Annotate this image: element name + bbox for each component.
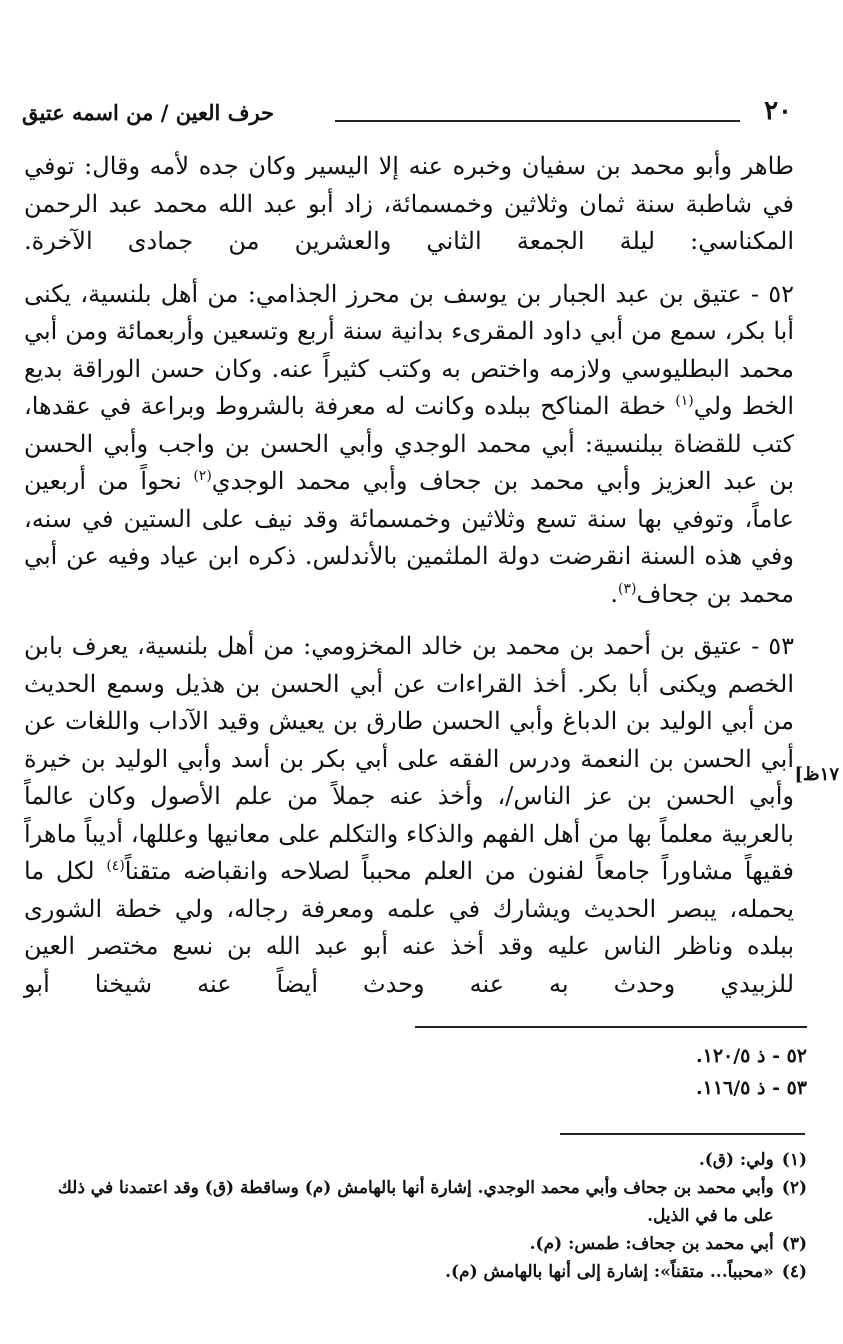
entry-52-text-a: ٥٢ - عتيق بن عبد الجبار بن يوسف بن محرز الجذامي: من أهل بلنسية، يكنى أبا بكر، سمع من أبي داود المقرىء بدانية سنة أربع وتسعين وأربعمائة ومن أبي محمد البطليوسي ولازمه واختص به وكتب كثيراً عنه. وكان حسن الوراقة بديع الخط ولي: [24, 279, 794, 420]
footnote-text: وأبي محمد بن جحاف وأبي محمد الوجدي. إشارة أنها بالهامش (م) وساقطة (ق) وقد اعتمدنا في ذلك على ما في الذيل.: [57, 1178, 774, 1226]
footnote-number: (٣): [781, 1234, 807, 1254]
footnote-2: [27, 1174, 807, 1230]
footnote-ref-4: (٤): [106, 858, 125, 874]
entry-52-text-d: .: [610, 579, 618, 608]
footnote-ref-1: (١): [675, 393, 694, 409]
paragraph-entry-52: [24, 276, 794, 614]
running-title: حرف العين / من اسمه عتيق: [22, 100, 275, 125]
entry-52-text-b: خطة المناكح ببلده وكانت له معرفة بالشروط وبراعة في عقدها، كتب للقضاة ببلنسية: أبي محمد الوجدي وأبي الحسن بن واجب وأبي الحسن بن عبد العزيز وأبي محمد بن جحاف وأبي محمد الوجدي: [24, 392, 794, 495]
entry-52-text-c: نحواً من أربعين عاماً، وتوفي بها سنة تسع وثلاثين وخمسمائة وقد نيف على الستين في سنه، وفي هذه السنة انقرضت دولة الملثمين بالأندلس. ذكره ابن عياد وفيه عن أبي محمد بن جحاف: [24, 467, 794, 608]
footnotes: [27, 1146, 807, 1286]
manuscript-folio-note: ١٧ظ]: [794, 764, 839, 785]
footnote-number: (٤): [781, 1262, 807, 1282]
paragraph-entry-53: [24, 628, 794, 1003]
footnote-4: [27, 1258, 807, 1286]
footnotes-rule: [560, 1133, 805, 1135]
entry-53-text-b: لكل ما يحمله، يبصر الحديث ويشارك في علمه ومعرفة رجاله، ولي خطة الشورى ببلده وناظر الناس عليه وقد أخذ عنه أبو عبد الله بن نسع مختصر العين للزبيدي وحدث به عنه وحدث أيضاً عنه شيخنا أبو: [24, 857, 794, 998]
footnote-number: (١): [781, 1150, 807, 1170]
footnote-number: (٢): [781, 1178, 807, 1198]
main-text: [24, 148, 794, 1018]
header-rule: [335, 120, 740, 122]
footnote-text: ولي: (ق).: [698, 1150, 774, 1170]
reference-52: ٥٢ - ذ ١٢٠/٥.: [695, 1045, 807, 1067]
footnote-1: [27, 1146, 807, 1174]
paragraph-1: طاهر وأبو محمد بن سفيان وخبره عنه إلا اليسير وكان جده لأمه وقال: توفي في شاطبة سنة ثمان وثلاثين وخمسمائة، زاد أبو عبد الله محمد عبد الرحمن المكناسي: ليلة الجمعة الثاني والعشرين من جمادى الآخرة.: [24, 152, 794, 255]
footnote-text: «محبباً... متقناً»: إشارة إلى أنها بالهامش (م).: [445, 1262, 774, 1282]
source-references: [447, 1040, 807, 1104]
entry-53-text-a: ٥٣ - عتيق بن أحمد بن محمد بن خالد المخزومي: من أهل بلنسية، يعرف بابن الخصم ويكنى أبا بكر. أخذ القراءات عن أبي الحسن بن هذيل وسمع الحديث من أبي الوليد بن الدباغ وأبي الحسن طارق بن يعيش وقيد الآداب واللغات عن أبي الحسن بن النعمة ودرس الفقه على أبي بكر بن أسد وأبي الوليد بن خيرة وأبي الحسن بن عز الناس/، وأخذ عنه جملاً من علم الأصول وكان عالماً بالعربية معلماً بها من أهل الفهم والذكاء والتكلم على معانيها وعللها، أديباً ماهراً فقيهاً مشاوراً جامعاً لفنون من العلم محبباً لصلاحه وانقباضه متقناً: [24, 632, 794, 885]
footnote-3: [27, 1230, 807, 1258]
references-rule: [415, 1026, 807, 1028]
reference-53: ٥٣ - ذ ١١٦/٥.: [695, 1077, 807, 1099]
footnote-ref-3: (٣): [617, 580, 637, 597]
page-number: ٢٠: [764, 96, 792, 126]
footnote-text: أبي محمد بن جحاف: طمس: (م).: [529, 1234, 774, 1254]
page-header: [22, 96, 792, 136]
footnote-ref-2: (٢): [193, 468, 212, 484]
